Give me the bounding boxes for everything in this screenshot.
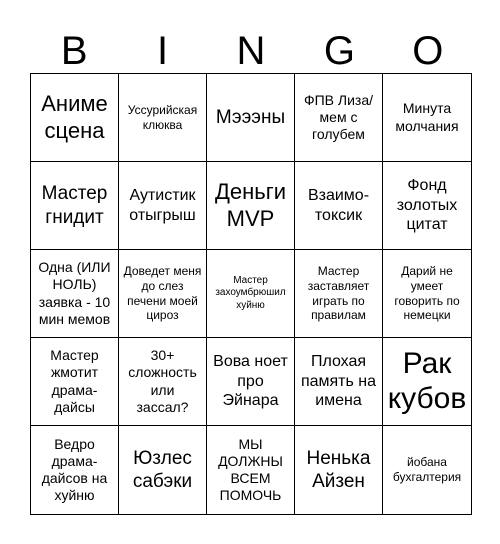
bingo-cell-r4-c3[interactable]: Вова ноет про Эйнара [207,338,295,426]
bingo-cell-r2-c1[interactable]: Мастер гнидит [31,162,119,250]
bingo-cell-r2-c5[interactable]: Фонд золотых цитат [383,162,471,250]
bingo-cell-r3-c3[interactable]: Мастер захоумбрюшил хуйню [207,250,295,338]
bingo-cell-r3-c2[interactable]: Доведет меня до слез печени моей цироз [119,250,207,338]
bingo-cell-r3-c4[interactable]: Мастер заставляет играть по правилам [295,250,383,338]
bingo-cell-r1-c5[interactable]: Минута молчания [383,74,471,162]
bingo-cell-r5-c4[interactable]: Ненька Айзен [295,426,383,514]
bingo-cell-r5-c5[interactable]: йобана бухгалтерия [392,455,462,484]
bingo-cell-r1-c2[interactable]: Уссурийская клюква [119,74,207,162]
bingo-cell-r5-c2[interactable]: Юзлес сабэки [119,426,207,514]
bingo-board [30,73,472,515]
bingo-cell-r5-c3[interactable]: МЫ ДОЛЖНЫ ВСЕМ ПОМОЧЬ [207,426,295,514]
header-letter-n: N [236,29,266,73]
bingo-cell-r3-c5[interactable]: Дарий не умеет говорить по немецки [383,250,471,338]
bingo-cell-r1-c4[interactable]: ФПВ Лиза/мем с голубем [295,74,383,162]
header-letter-g: G [323,29,355,73]
bingo-cell-r2-c2[interactable]: Аутистик отыгрыш [119,162,207,250]
bingo-cell-r4-c4[interactable]: Плохая память на имена [295,338,383,426]
bingo-cell-r1-c3[interactable]: Мэээны [207,74,295,162]
bingo-cell-r4-c5[interactable]: Рак кубов [383,338,471,426]
bingo-cell-r1-c1[interactable]: Аниме сцена [31,74,119,162]
bingo-cell-r2-c3[interactable]: Деньги MVP [207,162,295,250]
header-letter-b: B [60,29,88,73]
bingo-cell-r5-c1[interactable]: Ведро драма-дайсов на хуйню [31,426,119,514]
bingo-cell-r4-c1[interactable]: Мастер жмотит драма-дайсы [31,338,119,426]
bingo-cell-r3-c1[interactable]: Одна (ИЛИ НОЛЬ) заявка - 10 мин мемов [31,250,119,338]
bingo-cell-r2-c4[interactable]: Взаимо-токсик [295,162,383,250]
bingo-cell-r4-c2[interactable]: 30+ сложность или зассал? [119,338,207,426]
header-letter-i: I [157,29,169,73]
bingo-header [30,28,472,74]
header-letter-o: O [412,29,444,73]
